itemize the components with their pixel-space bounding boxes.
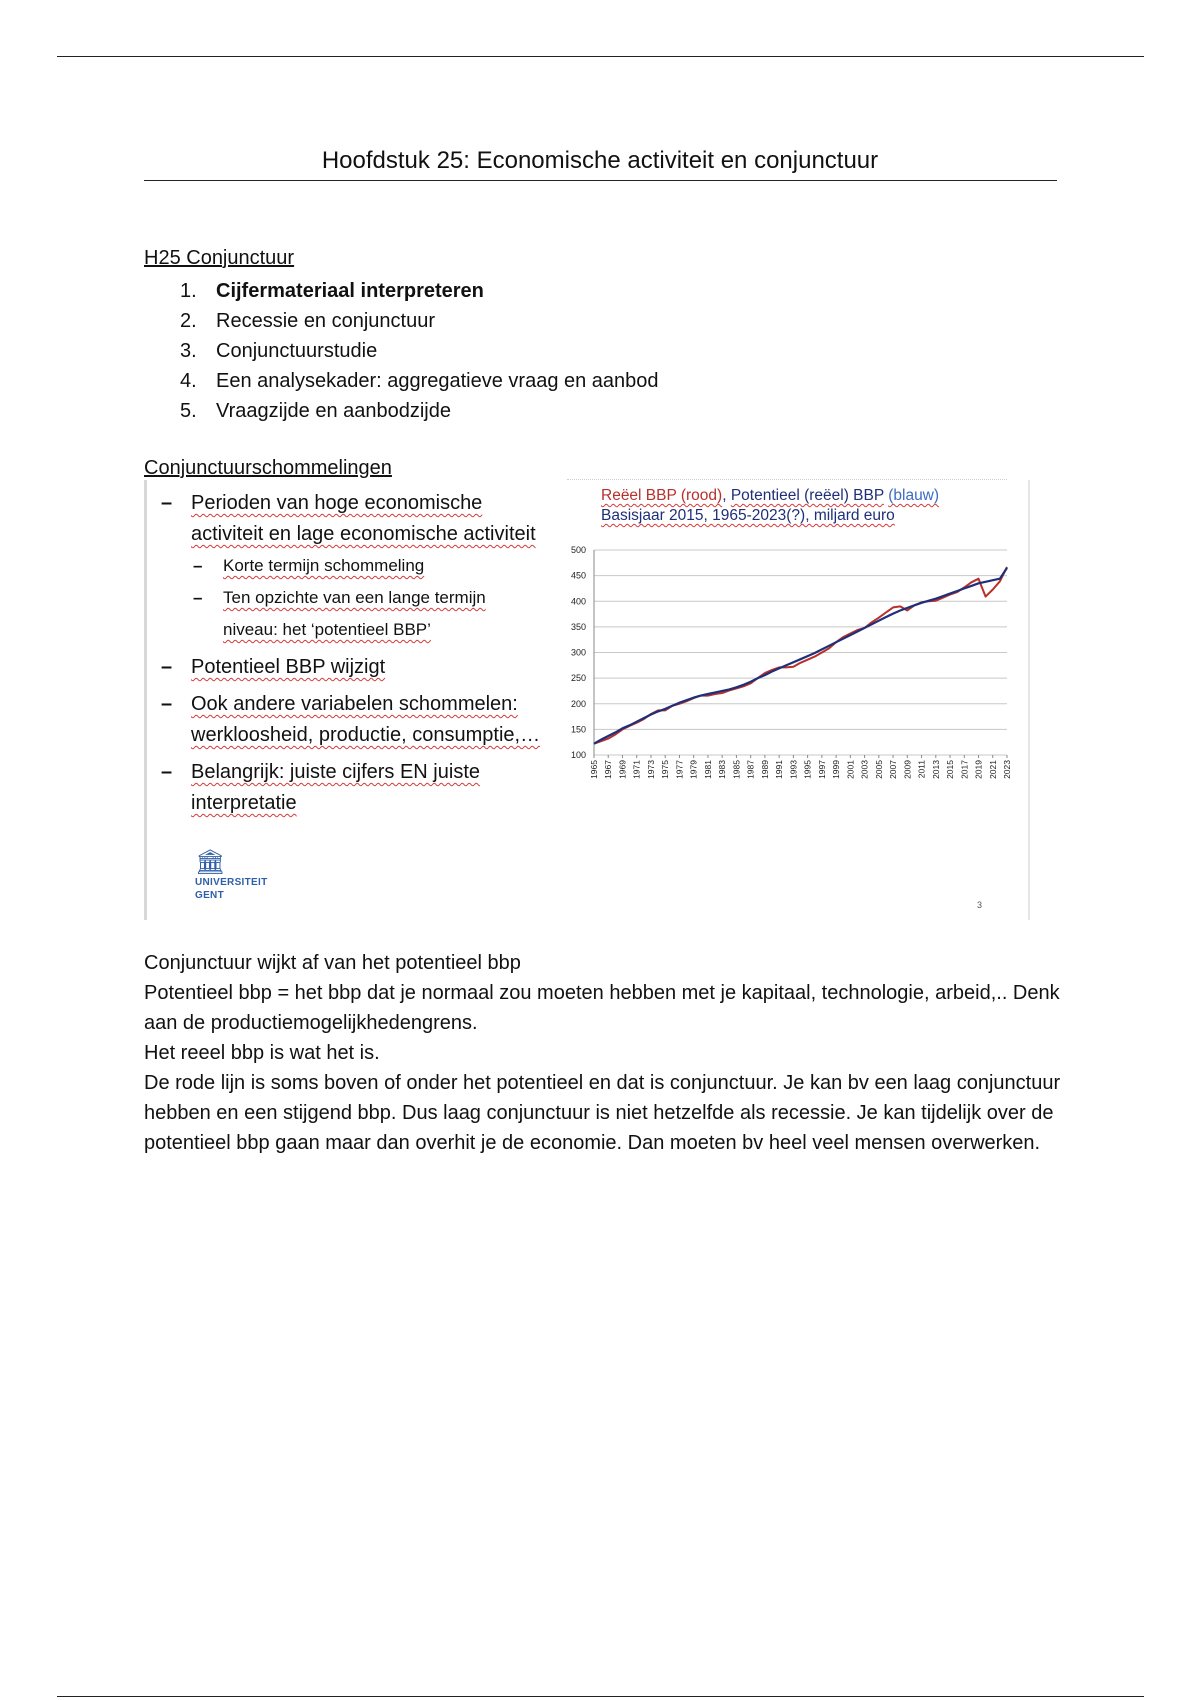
x-tick-label: 2013 <box>930 760 941 779</box>
slide-bullet <box>161 689 541 751</box>
slide-sub-bullet <box>193 550 541 582</box>
series-line-potential-gdp <box>594 568 1007 744</box>
paragraph: De rode lijn is soms boven of onder het potentieel en dat is conjunctuur. Je kan bv een laag conjunctuur hebben en een stijgend bbp. Dus laag conjunctuur is niet hetzelfde als recessie. Je kan tijdelijk over de potentieel bbp gaan maar dan overhit je de economie. Dan moeten bv heel veel mensen overwerken. <box>144 1072 1061 1154</box>
outline-text: Vraagzijde en aanbodzijde <box>216 400 451 422</box>
chart-title-real: Reëel BBP (rood) <box>601 487 723 504</box>
x-tick-label: 1997 <box>816 760 827 779</box>
body-text <box>144 948 1064 1158</box>
outline-number: 4. <box>180 370 197 392</box>
outline-text: Recessie en conjunctuur <box>216 310 436 332</box>
x-tick-label: 2007 <box>888 760 899 779</box>
x-tick-label: 1975 <box>660 760 671 779</box>
section-heading: H25 Conjunctuur <box>144 247 295 269</box>
slide-bullet <box>161 757 541 819</box>
x-tick-label: 2005 <box>873 760 884 779</box>
slide-border-dots <box>567 479 1007 480</box>
x-tick-label: 2009 <box>902 760 913 779</box>
bullet-text: Potentieel BBP wijzigt <box>191 656 386 678</box>
chart-title-potential: Potentieel (reëel) BBP <box>730 487 884 504</box>
x-tick-label: 2001 <box>845 760 856 779</box>
x-tick-label: 2017 <box>959 760 970 779</box>
x-tick-label: 2023 <box>1002 760 1012 779</box>
bullet-text: Ten opzichte van een lange termijn niveau: het ‘potentieel BBP’ <box>223 588 486 639</box>
x-tick-label: 1973 <box>645 760 656 779</box>
x-tick-label: 1989 <box>759 760 770 779</box>
chart-title-sep: , <box>722 487 731 504</box>
x-tick-label: 1967 <box>603 760 614 779</box>
lecture-slide <box>144 480 1030 920</box>
x-tick-label: 1981 <box>702 760 713 779</box>
logo-line-2: GENT <box>195 890 224 901</box>
footer-rule <box>57 1696 1144 1697</box>
outline-item <box>180 276 659 306</box>
logo-line-1: UNIVERSITEIT <box>195 877 268 888</box>
y-tick-label: 450 <box>570 570 586 581</box>
university-building-icon: 🏛 <box>195 849 226 876</box>
outline-number: 5. <box>180 400 197 422</box>
chapter-outline <box>180 276 659 426</box>
outline-item <box>180 336 659 366</box>
outline-number: 3. <box>180 340 197 362</box>
x-tick-label: 2011 <box>916 760 927 779</box>
outline-item <box>180 396 659 426</box>
series-line-real-gdp <box>594 567 1007 744</box>
x-tick-label: 2003 <box>859 760 870 779</box>
x-tick-label: 1987 <box>745 760 756 779</box>
subheading: Conjunctuurschommelingen <box>144 457 392 479</box>
x-tick-label: 1983 <box>717 760 728 779</box>
x-tick-label: 1999 <box>831 760 842 779</box>
paragraph: Conjunctuur wijkt af van het potentieel bbp <box>144 952 521 974</box>
y-tick-label: 300 <box>570 647 586 658</box>
x-tick-label: 1993 <box>788 760 799 779</box>
chart-title <box>601 486 1021 526</box>
x-tick-label: 1969 <box>617 760 628 779</box>
x-tick-label: 1971 <box>631 760 642 779</box>
chart-title-subtitle: Basisjaar 2015, 1965-2023(?), miljard euro <box>601 507 895 524</box>
gdp-line-chart <box>552 540 1012 830</box>
y-tick-label: 200 <box>570 698 586 709</box>
ugent-logo <box>195 850 285 902</box>
y-tick-label: 250 <box>570 673 586 684</box>
outline-text: Een analysekader: aggregatieve vraag en aanbod <box>216 370 659 392</box>
bullet-text: Belangrijk: juiste cijfers EN juiste interpretatie <box>191 761 480 814</box>
y-tick-label: 500 <box>570 545 586 555</box>
y-tick-label: 100 <box>570 750 586 760</box>
x-tick-label: 2021 <box>987 760 998 779</box>
x-tick-label: 1977 <box>674 760 685 779</box>
slide-number: 3 <box>976 900 982 910</box>
slide-bullet <box>161 652 541 683</box>
y-tick-label: 150 <box>570 724 586 735</box>
page-title: Hoofdstuk 25: Economische activiteit en conjunctuur <box>321 147 879 174</box>
y-tick-label: 400 <box>570 596 586 607</box>
x-tick-label: 1985 <box>731 760 742 779</box>
chart-title-blue: (blauw) <box>888 487 940 504</box>
paragraph: Potentieel bbp = het bbp dat je normaal zou moeten hebben met je kapitaal, technologie, arbeid,.. Denk aan de productiemogelijkhedengrens. <box>144 982 1060 1034</box>
slide-sub-bullet <box>193 582 541 646</box>
outline-text: Conjunctuurstudie <box>216 340 378 362</box>
title-rule <box>144 180 1057 181</box>
x-tick-label: 1995 <box>802 760 813 779</box>
bullet-text: Ook andere variabelen schommelen: werkloosheid, productie, consumptie,… <box>191 693 541 746</box>
outline-item <box>180 366 659 396</box>
slide-bullet <box>161 488 541 550</box>
x-tick-label: 1965 <box>589 760 599 779</box>
y-tick-label: 350 <box>570 621 586 632</box>
outline-number: 1. <box>180 280 197 302</box>
x-tick-label: 2019 <box>973 760 984 779</box>
outline-text: Cijfermateriaal interpreteren <box>216 280 484 302</box>
paragraph: Het reeel bbp is wat het is. <box>144 1042 380 1064</box>
x-tick-label: 1979 <box>688 760 699 779</box>
x-tick-label: 1991 <box>774 760 785 779</box>
slide-bullets <box>161 488 541 819</box>
bullet-text: Korte termijn schommeling <box>223 556 425 575</box>
outline-item <box>180 306 659 336</box>
outline-number: 2. <box>180 310 197 332</box>
x-tick-label: 2015 <box>945 760 956 779</box>
bullet-text: Perioden van hoge economische activiteit en lage economische activiteit <box>191 492 536 545</box>
header-rule <box>57 56 1144 57</box>
